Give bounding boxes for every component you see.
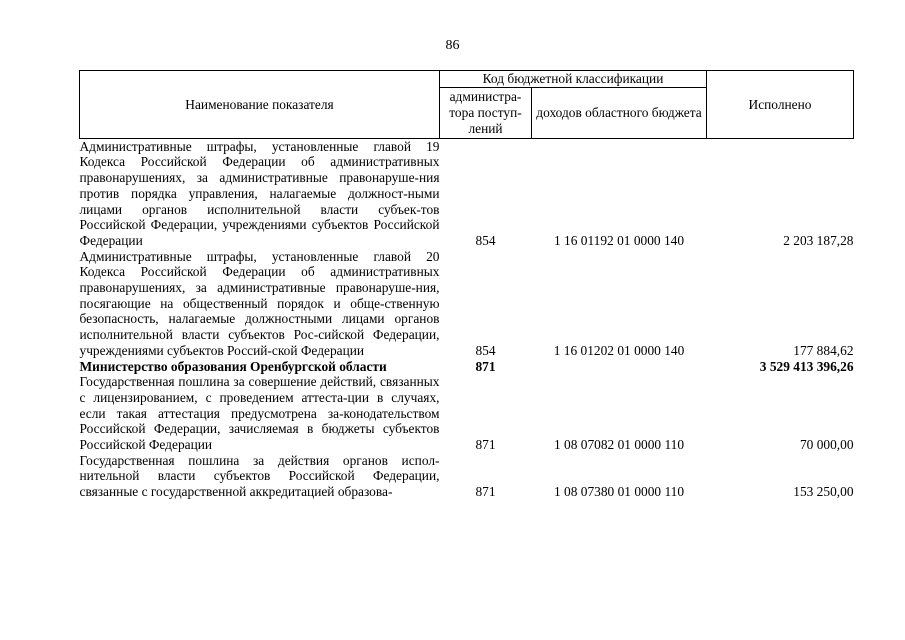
row-admin-code: 854 [475,232,496,248]
row-admin-code: 871 [475,358,496,374]
table-row-section [80,359,854,375]
row-name: Государственная пошлина за действия органов испол-нительной власти субъектов Российской Федерации, связанные с государственной аккредитацией образова- [79,452,440,500]
page-number: 86 [445,38,460,53]
row-name: Государственная пошлина за совершение действий, связанных с лицензированием, с проведением аттеста-ции в случаях, если такая аттестация предусмотрена за-конодательством Российской Федерации, зачисляемая в бюджеты субъектов Российской Федерации [79,374,440,453]
row-income-code: 1 16 01202 01 0000 140 [553,342,685,358]
row-executed: 153 250,00 [793,484,854,500]
header-executed-column: Исполнено [707,71,854,139]
table-row [80,249,854,359]
row-name: Административные штрафы, установленные главой 20 Кодекса Российской Федерации об административных правонарушениях, за административные правонаруше-ния, посягающие на общественный порядок и обще-ственную безопасность, налагаемые должностными лицами органов исполнительной власти субъектов Рос-сийской Федерации, учреждениями субъектов Россий-ской Федерации [79,248,440,358]
row-income-code: 1 16 01192 01 0000 140 [553,232,685,248]
row-income-code [532,359,707,375]
row-name: Административные штрафы, установленные главой 19 Кодекса Российской Федерации об административных правонарушениях, за административные правонаруше-ния против порядка управления, налагаемые должност-ными лицами органов исполнительной власти субъек-тов Российской Федерации, учреждениями субъектов Российской Федерации [79,138,440,248]
table-row [80,374,854,453]
budget-table [79,70,854,500]
table-row [80,453,854,500]
row-income-code: 1 08 07082 01 0000 110 [553,437,685,453]
table-row [80,138,854,248]
row-income-code: 1 08 07380 01 0000 110 [553,484,685,500]
row-executed: 177 884,62 [793,342,854,358]
header-admin-column: администра-тора поступ-лений [440,87,532,138]
header-name-column: Наименование показателя [80,71,440,139]
row-admin-code: 871 [475,484,496,500]
header-kbk-group: Код бюджетной классификации [440,71,707,88]
header-income-column: доходов областного бюджета [532,87,707,138]
table-header [80,71,854,139]
row-admin-code: 854 [475,342,496,358]
row-executed: 70 000,00 [799,437,854,453]
row-name: Министерство образования Оренбургской области [79,358,387,374]
row-executed: 3 529 413 396,26 [759,358,854,374]
row-admin-code: 871 [475,437,496,453]
row-executed: 2 203 187,28 [783,232,854,248]
